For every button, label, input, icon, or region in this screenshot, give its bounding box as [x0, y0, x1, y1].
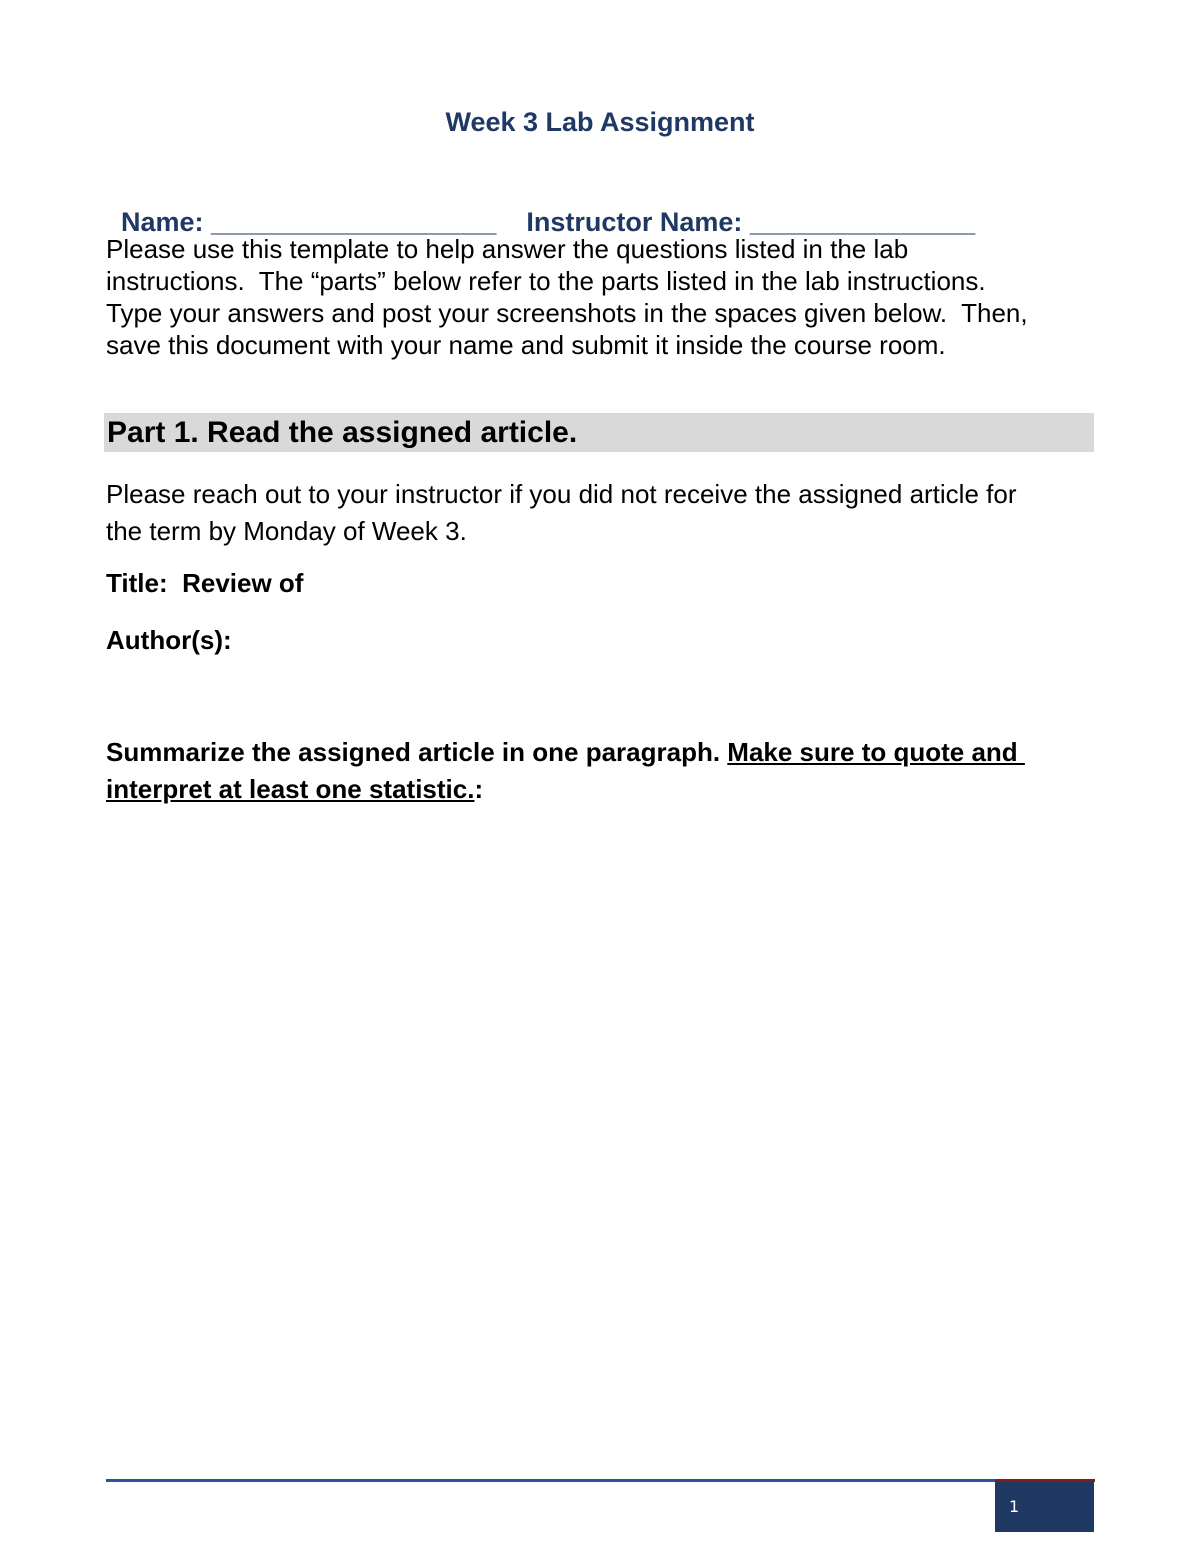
- summary-prompt-line-2: [106, 771, 1106, 808]
- summary-tail-text: :: [474, 774, 484, 804]
- summary-prompt: [106, 734, 1106, 808]
- name-field-label: Name: ___________________: [121, 207, 497, 237]
- page-number-box: [995, 1482, 1094, 1532]
- intro-line: instructions. The “parts” below refer to the parts listed in the lab instructions.: [106, 266, 986, 296]
- part-1-instructions: [106, 476, 1106, 550]
- name-row: [106, 168, 975, 240]
- instructor-name-field-label: Instructor Name: _______________: [526, 207, 976, 237]
- summary-prompt-line-1: [106, 734, 1106, 771]
- instruction-line: Please reach out to your instructor if you did not receive the assigned article for: [106, 479, 1017, 509]
- instruction-line: the term by Monday of Week 3.: [106, 516, 467, 546]
- summary-emphasis-text: interpret at least one statistic.: [106, 774, 475, 804]
- article-authors-label: Author(s):: [106, 625, 232, 655]
- footer-rule: [106, 1479, 1095, 1482]
- page-number: 1: [1009, 1497, 1020, 1516]
- intro-line: save this document with your name and submit it inside the course room.: [106, 330, 946, 360]
- intro-line: Please use this template to help answer the questions listed in the lab: [106, 234, 909, 264]
- page-title: Week 3 Lab Assignment: [445, 107, 755, 137]
- part-1-heading: Part 1. Read the assigned article.: [104, 413, 1094, 452]
- intro-paragraph: [106, 233, 1106, 361]
- summary-emphasis-text: Make sure to quote and: [727, 737, 1025, 767]
- summary-lead-text: Summarize the assigned article in one paragraph.: [106, 737, 728, 767]
- intro-line: Type your answers and post your screenshots in the spaces given below. Then,: [106, 298, 1028, 328]
- article-title-label: Title: Review of: [106, 568, 304, 598]
